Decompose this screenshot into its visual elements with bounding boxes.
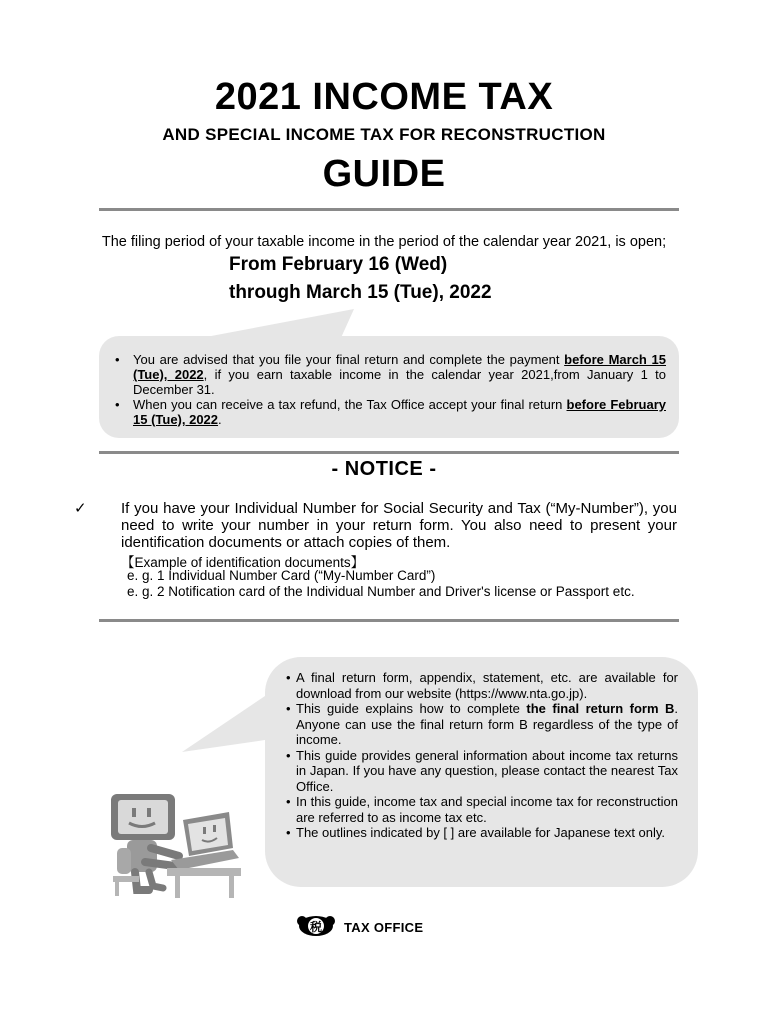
filing-from: From February 16 (Wed) [229,254,448,275]
divider [99,208,679,211]
filing-intro: The filing period of your taxable income in the period of the calendar year 2021, is open; [101,234,667,250]
checkmark-icon: ✓ [74,500,87,517]
info-item: • The outlines indicated by [ ] are available for Japanese text only. [284,825,678,841]
computer-mascot-icon [105,790,245,900]
footer-label: TAX OFFICE [344,920,424,935]
guide-heading: GUIDE [322,153,446,195]
page-title: 2021 INCOME TAX [214,76,554,118]
tax-glyph: 税 [309,920,323,934]
page-subtitle: AND SPECIAL INCOME TAX FOR RECONSTRUCTION [162,125,606,144]
notice-text: If you have your Individual Number for Social Security and Tax (“My-Number”), you need to write your number in your return form. You also need to present your identification documents or attach copies of them. [121,500,677,551]
notice-heading: - NOTICE - [331,458,437,480]
info-list [284,670,678,841]
advisory-list [113,352,666,427]
advisory-item: • When you can receive a tax refund, the Tax Office accept your final return before February 15 (Tue), 2022. [113,397,666,427]
info-item: • This guide provides general information about income tax returns in Japan. If you have any question, please contact the nearest Tax Office. [284,748,678,795]
filing-through: through March 15 (Tue), 2022 [229,282,492,303]
divider [99,451,679,454]
advisory-item: • You are advised that you file your final return and complete the payment before March 15 (Tue), 2022, if you earn taxable income in the calendar year 2021,from January 1 to December 31. [113,352,666,397]
info-item: • This guide explains how to complete the final return form B. Anyone can use the final return form B regardless of the type of income. [284,701,678,748]
info-item: • A final return form, appendix, statement, etc. are available for download from our website (https://www.nta.go.jp). [284,670,678,701]
tax-office-logo-icon [297,913,335,939]
info-item: • In this guide, income tax and special income tax for reconstruction are referred to as income tax etc. [284,794,678,825]
example-item: e. g. 2 Notification card of the Individual Number and Driver's license or Passport etc. [127,584,635,599]
example-heading: 【Example of identification documents】 [121,555,365,570]
divider [99,619,679,622]
example-item: e. g. 1 Individual Number Card (“My-Number Card”) [127,568,436,583]
